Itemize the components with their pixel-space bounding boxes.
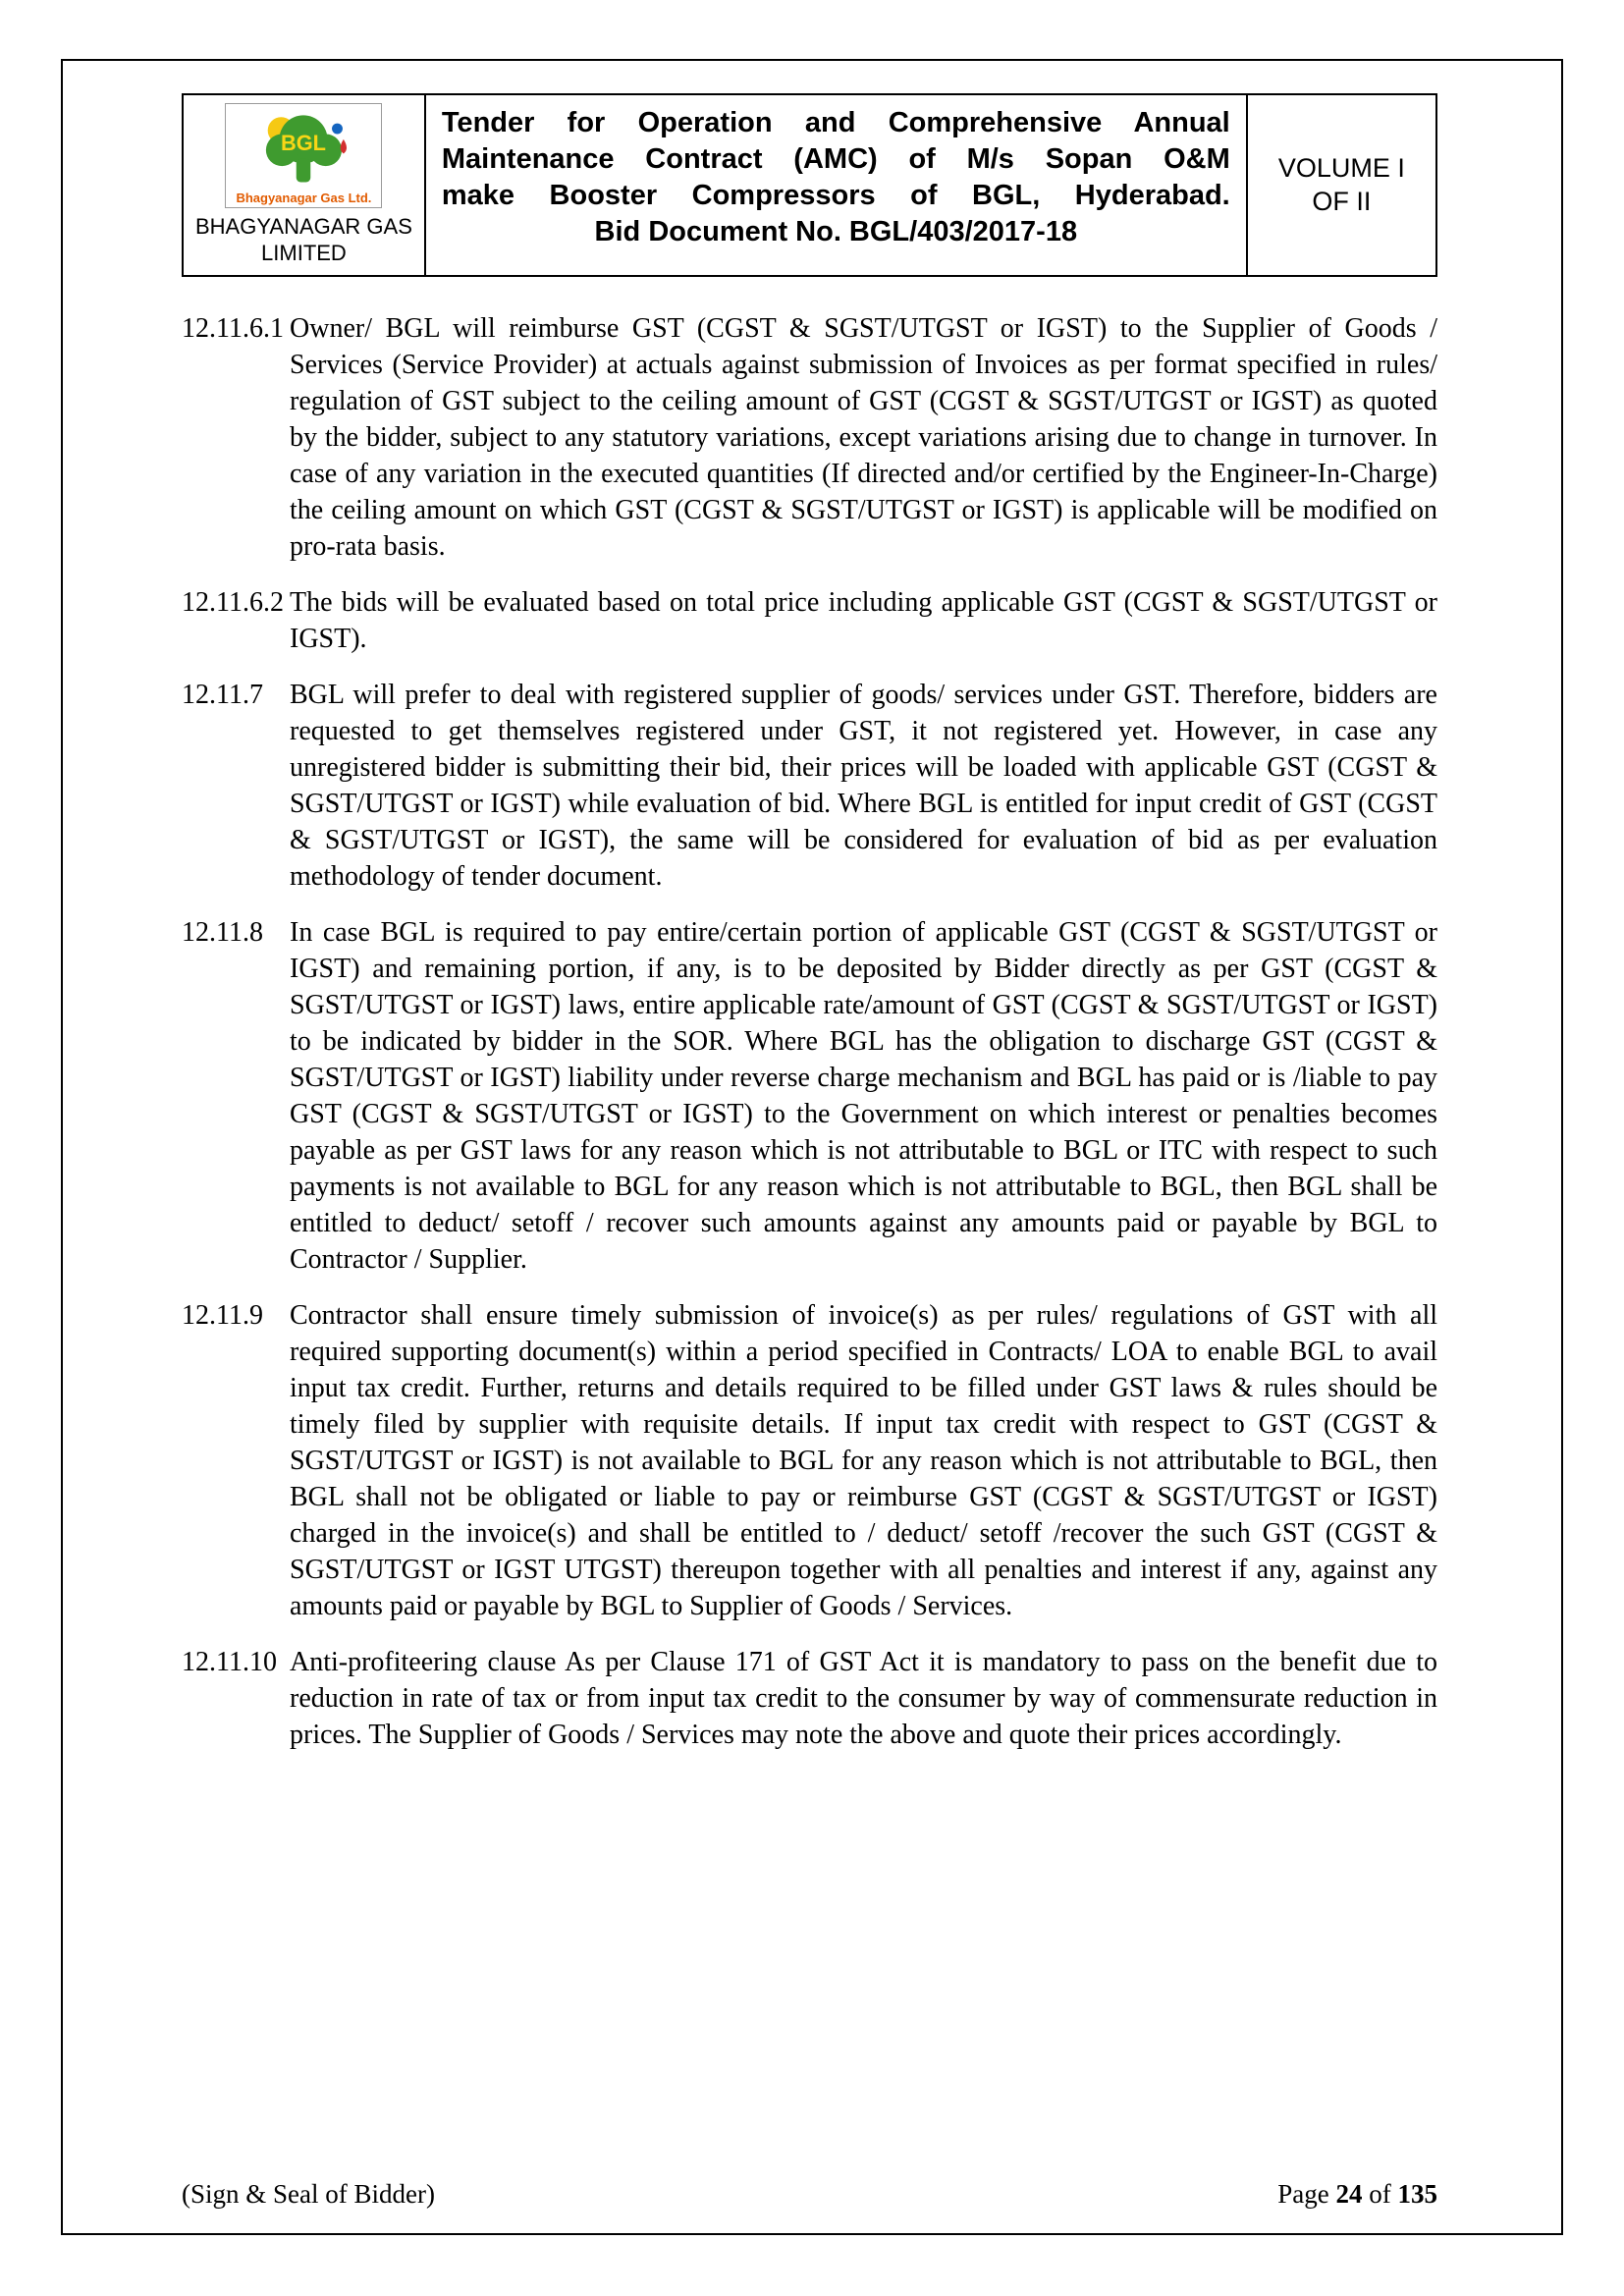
logo-cell bbox=[184, 95, 426, 275]
clause-number: 12.11.10 bbox=[182, 1646, 277, 1677]
volume-cell bbox=[1248, 95, 1435, 275]
clause-12-11-6-1 bbox=[182, 310, 1437, 565]
logo-box bbox=[225, 103, 382, 208]
clause-text: Anti-profiteering clause As per Clause 171 of GST Act it is mandatory to pass on the benefit due to reduction in rate of tax or from input tax credit to the consumer by way of commensurate reduction in prices. The Supplier of Goods / Services may note the above and quote their prices accordingly. bbox=[290, 1646, 1437, 1750]
clause-12-11-10 bbox=[182, 1644, 1437, 1753]
page-content bbox=[182, 93, 1437, 1773]
clause-text: In case BGL is required to pay entire/certain portion of applicable GST (CGST & SGST/UTGST or IGST) and remaining portion, if any, is to be deposited by Bidder directly as per GST (CGST & SGST/UTGST or IGST) laws, entire applicable rate/amount of GST (CGST & SGST/UTGST or IGST) to be indicated by bidder in the SOR. Where BGL has the obligation to discharge GST (CGST & SGST/UTGST or IGST) liability under reverse charge mechanism and BGL has paid or is /liable to pay GST (CGST & SGST/UTGST or IGST) to the Government on which interest or penalties becomes payable as per GST laws for any reason which is not attributable to BGL or ITC with respect to such payments is not available to BGL for any reason which is not attributable to BGL, then BGL shall be entitled to deduct/ setoff / recover such amounts against any amounts paid or payable by BGL to Contractor / Supplier. bbox=[290, 916, 1437, 1275]
clause-12-11-8 bbox=[182, 914, 1437, 1278]
page-total: 135 bbox=[1397, 2179, 1437, 2209]
clause-number: 12.11.6.2 bbox=[182, 586, 284, 618]
logo-acronym-text: BGL bbox=[281, 130, 327, 155]
clause-12-11-9 bbox=[182, 1297, 1437, 1624]
bid-document-number: Bid Document No. BGL/403/2017-18 bbox=[594, 216, 1078, 247]
clause-number: 12.11.9 bbox=[182, 1299, 263, 1331]
of-label: of bbox=[1369, 2179, 1391, 2209]
clause-text: Contractor shall ensure timely submission of invoice(s) as per rules/ regulations of GST with all required supporting document(s) within a period specified in Contracts/ LOA to enable BGL to avail input tax credit. Further, returns and details required to be filled under GST laws & rules should be timely filed by supplier with requisite details. If input tax credit with respect to GST (CGST & SGST/UTGST or IGST) is not available to BGL for any reason which is not attributable to BGL, then BGL shall not be obligated or liable to pay or reimburse GST (CGST & SGST/UTGST or IGST) charged in the invoice(s) and shall be entitled to / deduct/ setoff /recover the such GST (CGST & SGST/UTGST or IGST UTGST) thereupon together with all penalties and interest if any, against any amounts paid or payable by BGL to Supplier of Goods / Services. bbox=[290, 1299, 1437, 1621]
tender-title-line1: Tender for Operation and Comprehensive Annual bbox=[441, 107, 1230, 138]
title-cell bbox=[426, 95, 1248, 275]
page-footer bbox=[182, 2179, 1437, 2210]
clause-text: The bids will be evaluated based on total price including applicable GST (CGST & SGST/UTGST or IGST). bbox=[290, 586, 1437, 654]
clause-number: 12.11.7 bbox=[182, 679, 263, 710]
page-number: 24 bbox=[1335, 2179, 1363, 2209]
tender-title-line2: Maintenance Contract (AMC) of M/s Sopan O&M bbox=[441, 143, 1230, 175]
clause-number: 12.11.6.1 bbox=[182, 312, 284, 344]
clause-text: Owner/ BGL will reimburse GST (CGST & SGST/UTGST or IGST) to the Supplier of Goods / Services (Service Provider) at actuals against submission of Invoices as per format specified in rules/ regulation of GST subject to the ceiling amount of GST (CGST & SGST/UTGST or IGST) as quoted by the bidder, subject to any statutory variations, except variations arising due to change in turnover. In case of any variation in the executed quantities (If directed and/or certified by the Engineer-In-Charge) the ceiling amount on which GST (CGST & SGST/UTGST or IGST) is applicable will be modified on pro-rata basis. bbox=[290, 312, 1437, 562]
sign-seal-label: (Sign & Seal of Bidder) bbox=[182, 2179, 435, 2209]
document-header bbox=[182, 93, 1437, 277]
logo-blue-drop bbox=[332, 124, 343, 135]
logo-tagline: Bhagyanagar Gas Ltd. bbox=[236, 191, 372, 205]
bgl-logo-icon bbox=[245, 107, 361, 190]
page-indicator bbox=[1277, 2179, 1437, 2210]
clauses-section bbox=[182, 310, 1437, 1753]
volume-line1: VOLUME I bbox=[1277, 153, 1405, 184]
clause-text: BGL will prefer to deal with registered supplier of goods/ services under GST. Therefore, bidders are requested to get themselves registered under GST, it not registered yet. However, in case any unregistered bidder is submitting their bid, their prices will be loaded with applicable GST (CGST & SGST/UTGST or IGST) while evaluation of bid. Where BGL is entitled for input credit of GST (CGST & SGST/UTGST or IGST), the same will be considered for evaluation of bid as per evaluation methodology of tender document. bbox=[290, 679, 1437, 892]
company-name-line1: BHAGYANAGAR GAS bbox=[195, 214, 412, 239]
company-name bbox=[195, 214, 412, 267]
page-label: Page bbox=[1277, 2179, 1329, 2209]
clause-12-11-6-2 bbox=[182, 584, 1437, 657]
tender-title-line3: make Booster Compressors of BGL, Hyderabad. bbox=[441, 180, 1230, 211]
company-name-line2: LIMITED bbox=[261, 240, 347, 265]
volume-line2: OF II bbox=[1312, 187, 1372, 217]
logo-trunk-shape bbox=[297, 159, 311, 183]
clause-12-11-7 bbox=[182, 677, 1437, 895]
clause-number: 12.11.8 bbox=[182, 916, 263, 948]
